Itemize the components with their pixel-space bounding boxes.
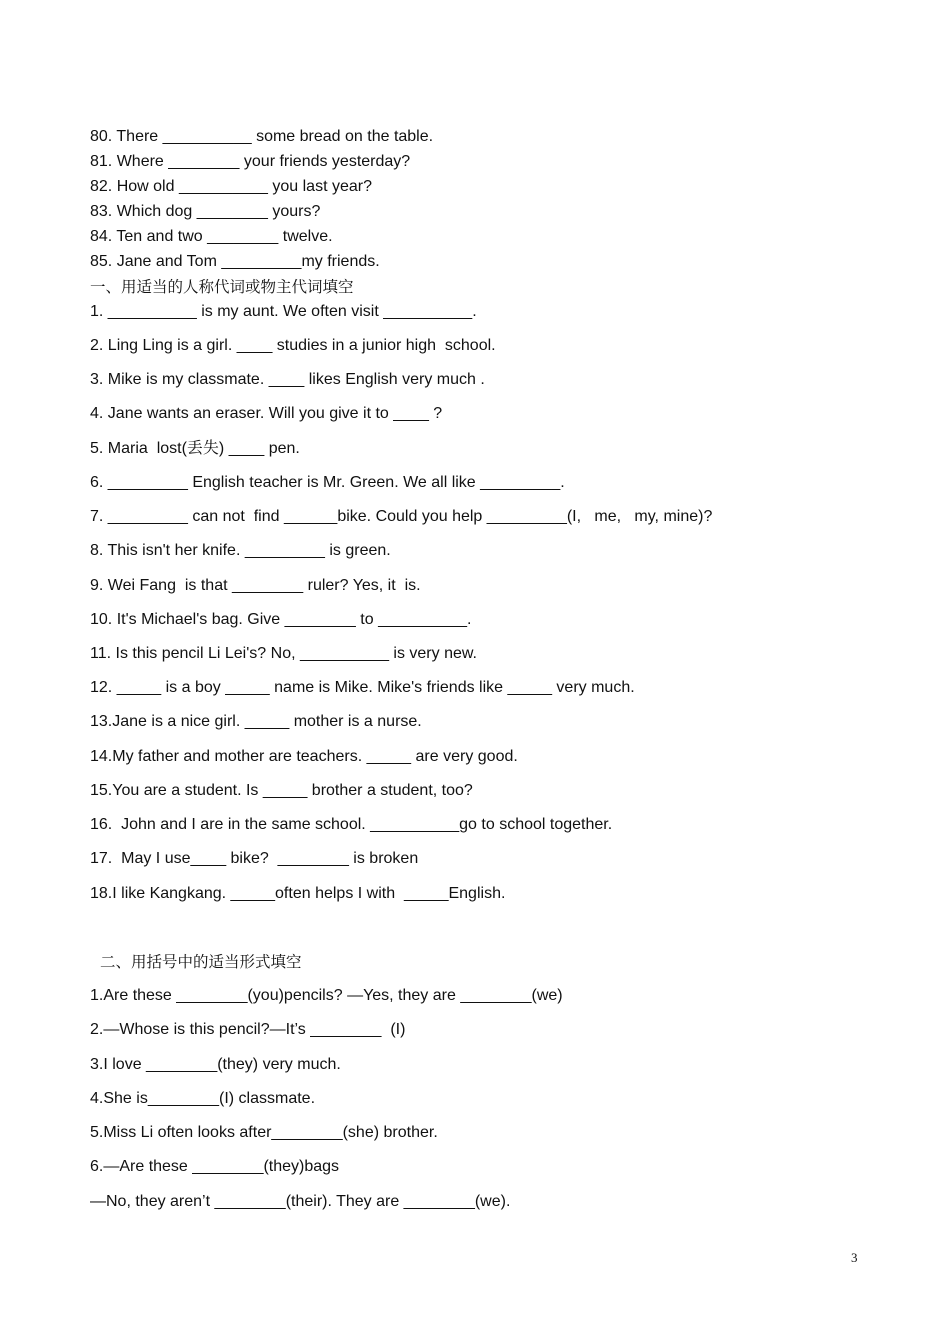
question-82: 82. How old __________ you last year? [90,178,372,195]
section2-item: —No, they aren’t ________(their). They are ________(we). [90,1193,511,1210]
section1-item: 12. _____ is a boy _____ name is Mike. Mike's friends like _____ very much. [90,679,635,696]
section1-item: 11. Is this pencil Li Lei's? No, __________ is very new. [90,645,477,662]
section1-heading: 一、用适当的人称代词或物主代词填空 [90,278,354,296]
section2-item: 3.I love ________(they) very much. [90,1056,341,1073]
section1-item: 1. __________ is my aunt. We often visit __________. [90,303,477,320]
section1-item: 9. Wei Fang is that ________ ruler? Yes, it is. [90,577,421,594]
section1-item: 16. John and I are in the same school. __________go to school together. [90,816,613,833]
section1-item: 3. Mike is my classmate. ____ likes English very much . [90,371,485,388]
section1-item: 5. Maria lost(丢失) ____ pen. [90,440,300,457]
question-84: 84. Ten and two ________ twelve. [90,228,333,245]
section1-item: 2. Ling Ling is a girl. ____ studies in a junior high school. [90,337,496,354]
section1-item: 10. It's Michael's bag. Give ________ to __________. [90,611,472,628]
section1-item: 8. This isn't her knife. _________ is green. [90,542,391,559]
section2-item: 6.—Are these ________(they)bags [90,1158,340,1175]
section1-item: 6. _________ English teacher is Mr. Green. We all like _________. [90,474,565,491]
section2-item: 5.Miss Li often looks after________(she) brother. [90,1124,438,1141]
section2-heading: 二、用括号中的适当形式填空 [100,953,302,971]
page-number: 3 [851,1250,858,1265]
question-85: 85. Jane and Tom _________my friends. [90,253,380,270]
question-81: 81. Where ________ your friends yesterday? [90,153,411,170]
section2-item: 2.—Whose is this pencil?—It’s ________ (I) [90,1021,406,1038]
section1-item: 15.You are a student. Is _____ brother a student, too? [90,782,473,799]
section1-item: 18.I like Kangkang. _____often helps I with _____English. [90,885,506,902]
section1-item: 4. Jane wants an eraser. Will you give it to ____ ? [90,405,443,422]
section2-item: 1.Are these ________(you)pencils? —Yes, they are ________(we) [90,987,563,1004]
section1-item: 7. _________ can not find ______bike. Could you help _________(I, me, my, mine)? [90,508,713,525]
section2-item: 4.She is________(I) classmate. [90,1090,316,1107]
section1-item: 17. May I use____ bike? ________ is broken [90,850,419,867]
question-80: 80. There __________ some bread on the table. [90,128,434,145]
question-83: 83. Which dog ________ yours? [90,203,321,220]
section1-item: 13.Jane is a nice girl. _____ mother is a nurse. [90,713,422,730]
section1-item: 14.My father and mother are teachers. _____ are very good. [90,748,518,765]
